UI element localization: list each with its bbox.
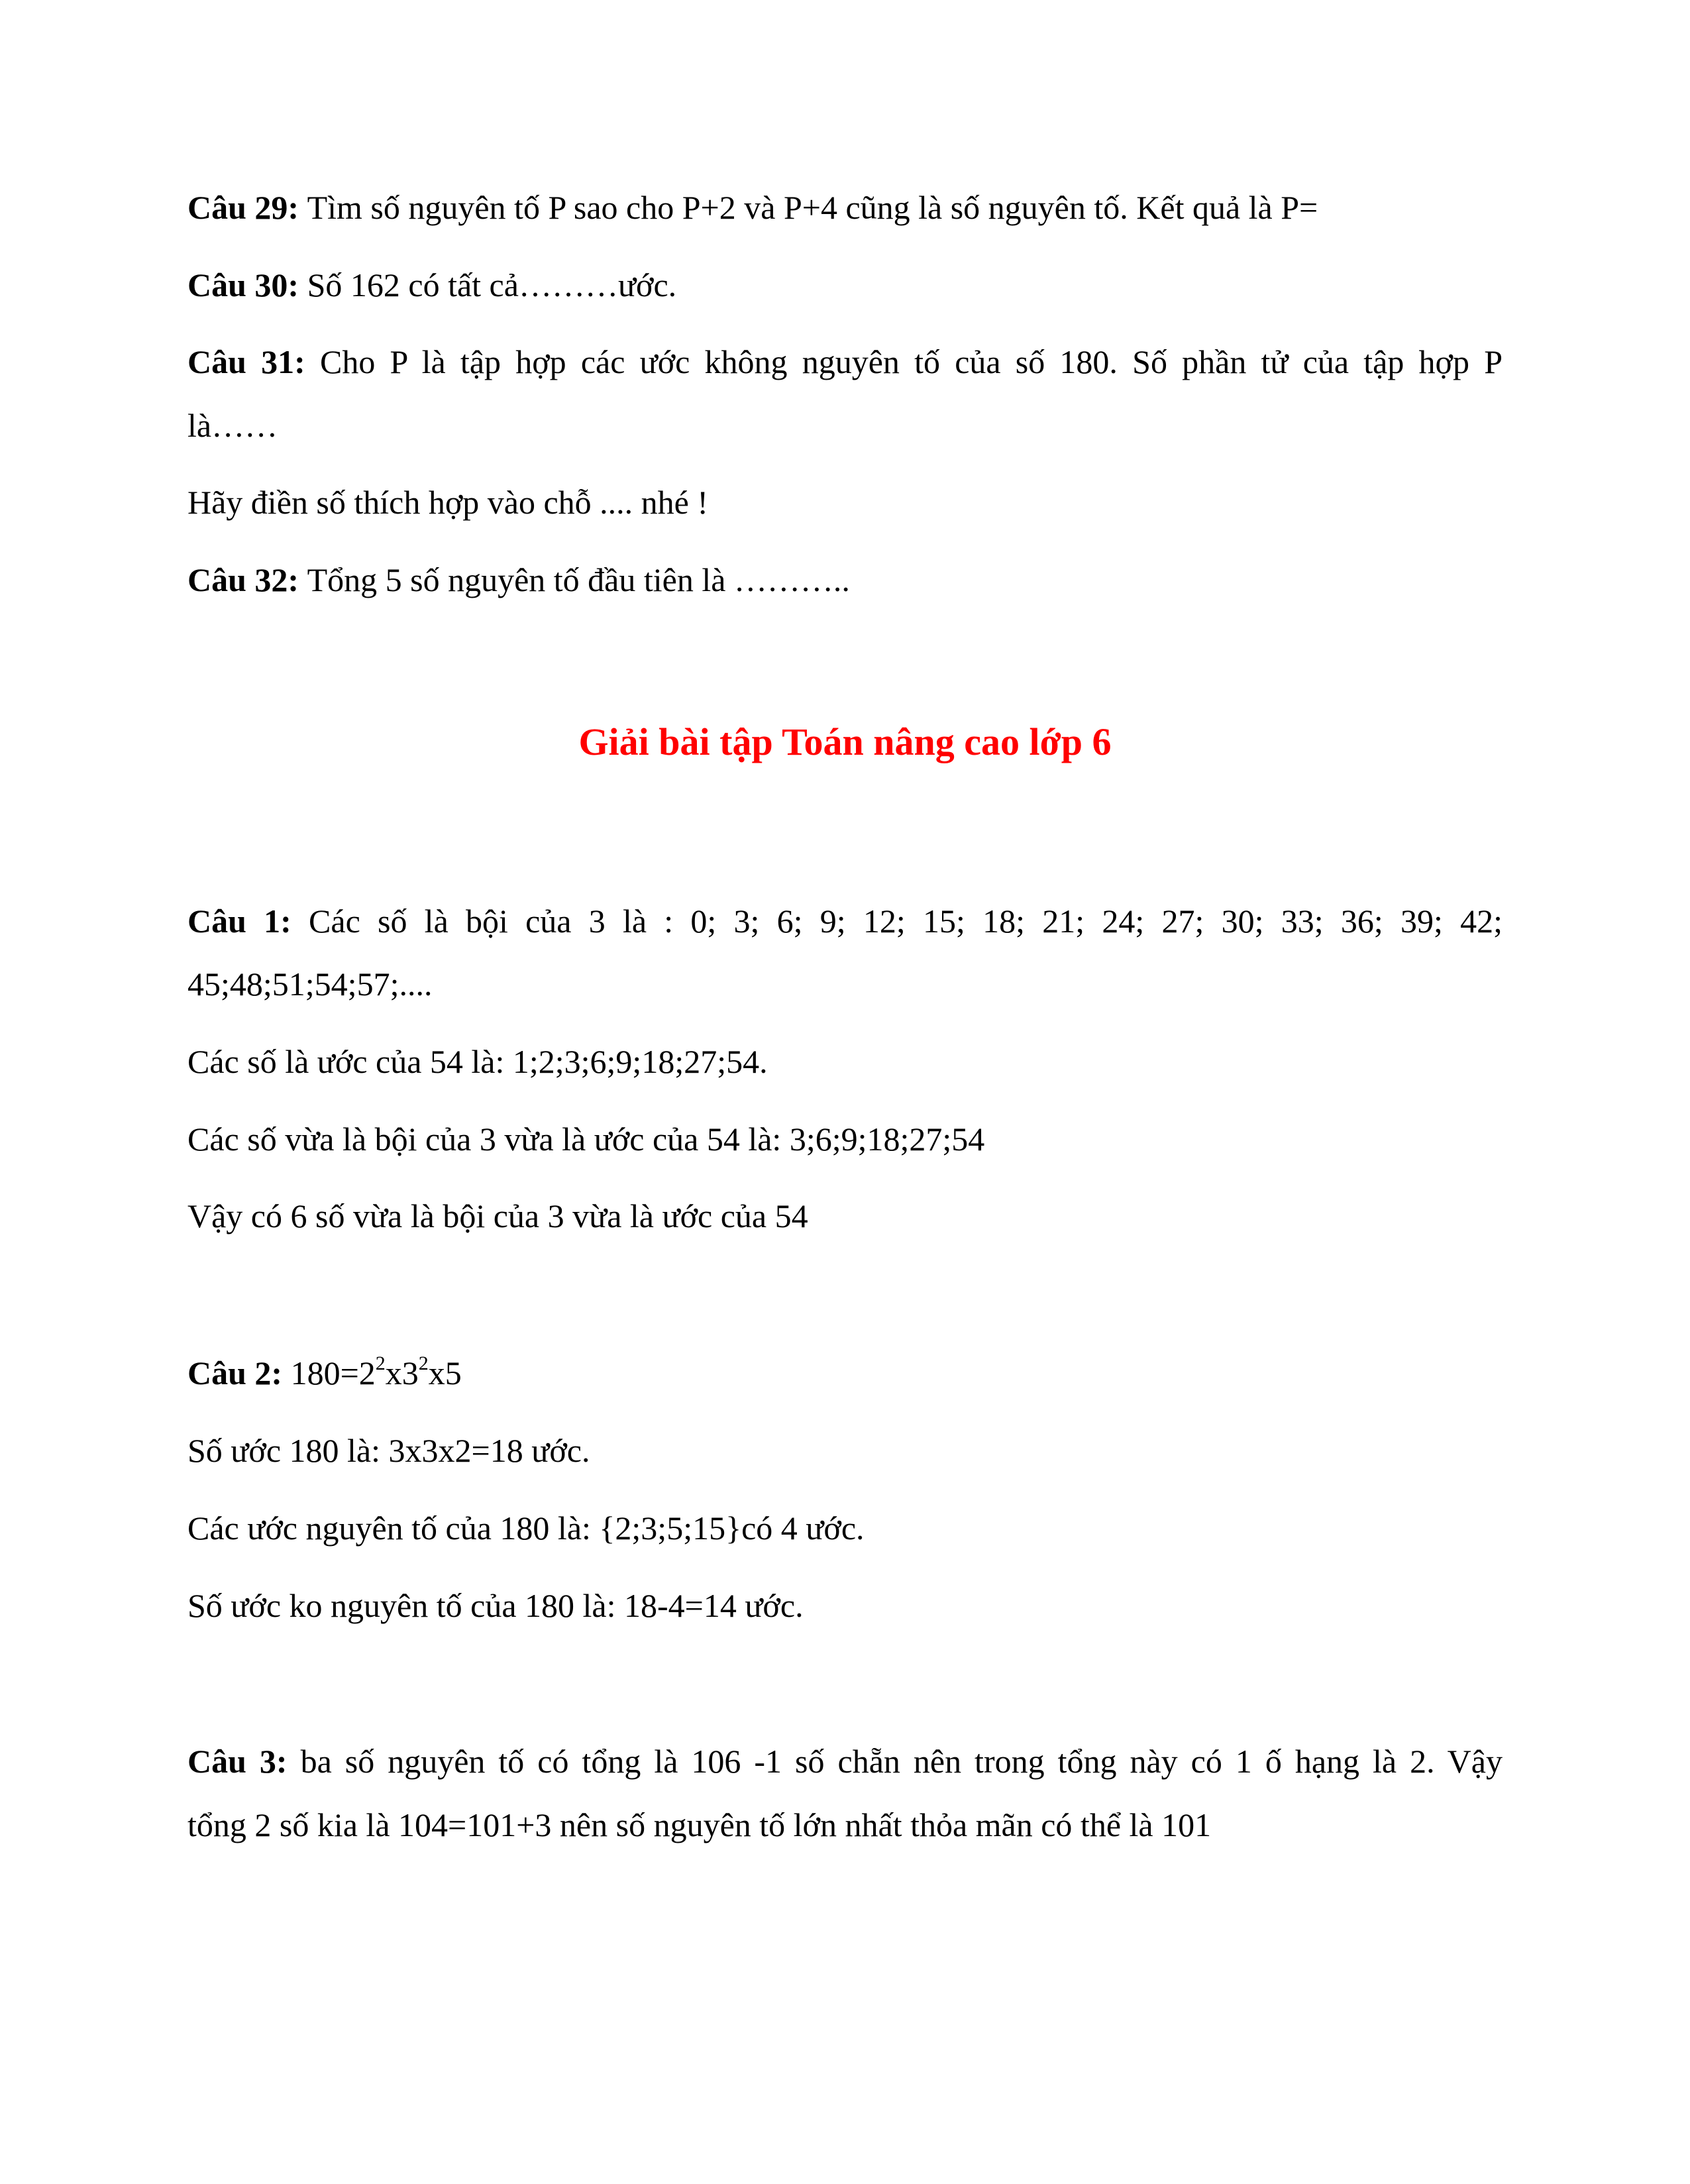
question-29	[187, 188, 1503, 227]
question-label: Câu 30:	[187, 266, 299, 303]
question-31-continued	[187, 406, 1503, 445]
document-page	[187, 0, 1503, 2184]
solution-2-line-4: Số ước ko nguyên tố của 180 là: 18-4=14 ước.	[187, 1587, 804, 1624]
question-label: Câu 29:	[187, 189, 299, 226]
solution-label: Câu 3:	[187, 1743, 288, 1780]
formula-part: 180=2	[290, 1354, 376, 1392]
solution-2-line-2: Số ước 180 là: 3x3x2=18 ước.	[187, 1432, 590, 1469]
solution-3-line-2: tổng 2 số kia là 104=101+3 nên số nguyên tố lớn nhất thỏa mãn có thể là 101	[187, 1806, 1212, 1843]
formula-part: x5	[428, 1354, 462, 1392]
solution-text: Các số là bội của 3 là : 0; 3; 6; 9; 12; 15; 18; 21; 24; 27; 30; 33; 36; 39; 42;	[309, 902, 1503, 940]
exponent: 2	[418, 1352, 429, 1375]
solution-1-line-5: Vậy có 6 số vừa là bội của 3 vừa là ước của 54	[187, 1197, 808, 1234]
question-text: Số 162 có tất cả………ước.	[307, 266, 677, 303]
solution-3	[187, 1741, 1503, 1781]
question-text: Tổng 5 số nguyên tố đầu tiên là ………..	[307, 561, 850, 598]
question-label: Câu 32:	[187, 561, 299, 598]
solution-2	[187, 1353, 1503, 1393]
question-text: là……	[187, 407, 278, 444]
solution-text: ba số nguyên tố có tổng là 106 -1 số chẵn nên trong tổng này có 1 ố hạng là 2. Vậy	[300, 1743, 1503, 1780]
solution-label: Câu 1:	[187, 902, 291, 940]
solution-1-line-2: 45;48;51;54;57;....	[187, 965, 433, 1003]
solution-1	[187, 901, 1503, 941]
question-label: Câu 31:	[187, 343, 305, 380]
exponent: 2	[375, 1352, 386, 1375]
question-text: Tìm số nguyên tố P sao cho P+2 và P+4 cũng là số nguyên tố. Kết quả là P=	[307, 189, 1318, 226]
question-30	[187, 265, 1503, 305]
solution-1-line-3: Các số là ước của 54 là: 1;2;3;6;9;18;27;54.	[187, 1043, 768, 1080]
formula-part: x3	[385, 1354, 419, 1392]
question-text: Cho P là tập hợp các ước không nguyên tố của số 180. Số phần tử của tập hợp P	[319, 343, 1503, 380]
solution-label: Câu 2:	[187, 1354, 283, 1392]
solutions-title: Giải bài tập Toán nâng cao lớp 6	[578, 720, 1112, 763]
solution-2-line-3: Các ước nguyên tố của 180 là: {2;3;5;15}có 4 ước.	[187, 1509, 865, 1547]
question-32	[187, 560, 1503, 600]
instruction-text: Hãy điền số thích hợp vào chỗ .... nhé !	[187, 484, 708, 521]
solution-1-line-4: Các số vừa là bội của 3 vừa là ước của 54 là: 3;6;9;18;27;54	[187, 1120, 985, 1158]
question-31	[187, 342, 1503, 382]
